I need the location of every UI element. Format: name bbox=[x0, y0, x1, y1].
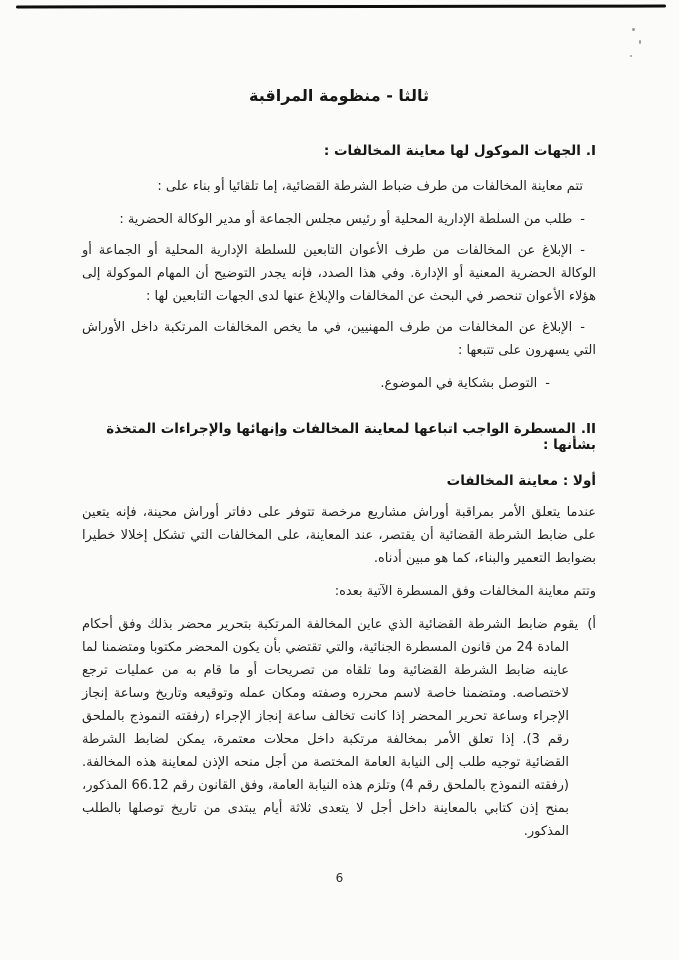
section-2-heading-text: المسطرة الواجب اتباعها لمعاينة المخالفات وإنهائها والإجراءات المتخذة بشأنها : bbox=[106, 421, 596, 453]
bullet-item bbox=[82, 208, 596, 231]
item-a-text: يقوم ضابط الشرطة القضائية الذي عاين المخالفة المرتكبة بتحرير محضر بذلك وفق أحكام المادة 24 من قانون المسطرة الجنائية، والتي تقتضي بأن يكون المحضر مكتوبا ومتضمنا لما عاينه ضابط الشرطة القضائية وما تلقاه من تصريحات أو ما قام به من عمليات ترجع لاختصاصه. ومتضمنا خاصة لاسم محرره وصفته ومكان عمله وتوقيعه وتاريخ وساعة إنجاز الإجراء وساعة تحرير المحضر إذا كانت تخالف ساعة إنجاز الإجراء (رفقته النموذج بالملحق رقم 3). إذا تعلق الأمر بمخالفة مرتكبة داخل محلات معتمرة، يمكن لضابط الشرطة القضائية توجيه طلب إلى النيابة العامة المختصة من أجل منحه الإذن لمعاينة هذه المخالفة. (رفقته النموذج بالملحق رقم 4) وتلزم هذه النيابة العامة، وفق القانون رقم 66.12 المذكور، بمنح إذن كتابي بالمعاينة داخل أجل لا يتعدى ثلاثة أيام يبتدى من تاريخ توصلها بالطلب المذكور. bbox=[82, 617, 579, 839]
document-content bbox=[82, 0, 596, 843]
section-1-intro: تتم معاينة المخالفات من طرف ضباط الشرطة القضائية، إما تلقائيا أو بناء على : bbox=[157, 179, 583, 194]
sub-bullet-text: التوصل بشكاية في الموضوع. bbox=[380, 376, 538, 391]
bullet-text: الإبلاغ عن المخالفات من طرف الأعوان التابعين للسلطة الإدارية المحلية أو الجماعة أو الوكالة الحضرية المعنية أو الإدارة. وفي هذا الصدد، فإنه يجدر التوضيح أن المهام الموكولة إلى هؤلاء الأعوان تنحصر في البحث عن المخالفات والإبلاغ عنها لدى الجهات التابعين لها : bbox=[82, 243, 596, 304]
scan-speck bbox=[630, 55, 632, 57]
sub-bullet-item bbox=[82, 372, 550, 395]
section-1-number: I. bbox=[585, 143, 596, 159]
bullet-item bbox=[82, 239, 596, 308]
scan-speck bbox=[632, 28, 635, 31]
bullet-text: الإبلاغ عن المخالفات من طرف المهنيين، في ما يخص المخالفات المرتكبة داخل الأوراش التي يسهرون على تتبعها : bbox=[82, 320, 596, 358]
bullet-text: طلب من السلطة الإدارية المحلية أو رئيس مجلس الجماعة أو مدير الوكالة الحضرية : bbox=[119, 212, 573, 227]
section-1 bbox=[82, 143, 596, 395]
section-2-number: II. bbox=[580, 421, 596, 437]
dash-bullet-marker: - bbox=[580, 212, 585, 227]
section-2-paragraph-1: عندما يتعلق الأمر بمراقبة أوراش مشاريع مرخصة تتوفر على دفاتر أوراش محينة، فإنه يتعين على ضابط الشرطة القضائية أن يقتصر، عند المعاينة، على المخالفات التي تشكل إخلالا خطيرا بضوابط التعمير والبناء، كما هو مبين أدناه. bbox=[82, 505, 596, 566]
page-number: 6 bbox=[335, 871, 344, 885]
section-2 bbox=[82, 421, 596, 843]
item-a-marker: أ) bbox=[587, 617, 596, 632]
section-2-subheading: أولا : معاينة المخالفات bbox=[446, 473, 596, 489]
procedure-item-a bbox=[82, 613, 596, 843]
section-2-paragraph-2: وتتم معاينة المخالفات وفق المسطرة الآتية بعده: bbox=[334, 584, 596, 599]
dash-bullet-marker: - bbox=[545, 376, 550, 391]
bullet-item bbox=[82, 316, 596, 362]
scan-speck bbox=[639, 40, 641, 44]
section-1-heading bbox=[82, 143, 596, 159]
section-2-heading bbox=[82, 421, 596, 453]
document-title: ثالثا - منظومة المراقبة bbox=[249, 86, 429, 105]
dash-bullet-marker: - bbox=[580, 320, 585, 335]
dash-bullet-marker: - bbox=[580, 243, 585, 258]
section-1-heading-text: الجهات الموكول لها معاينة المخالفات : bbox=[323, 143, 581, 159]
